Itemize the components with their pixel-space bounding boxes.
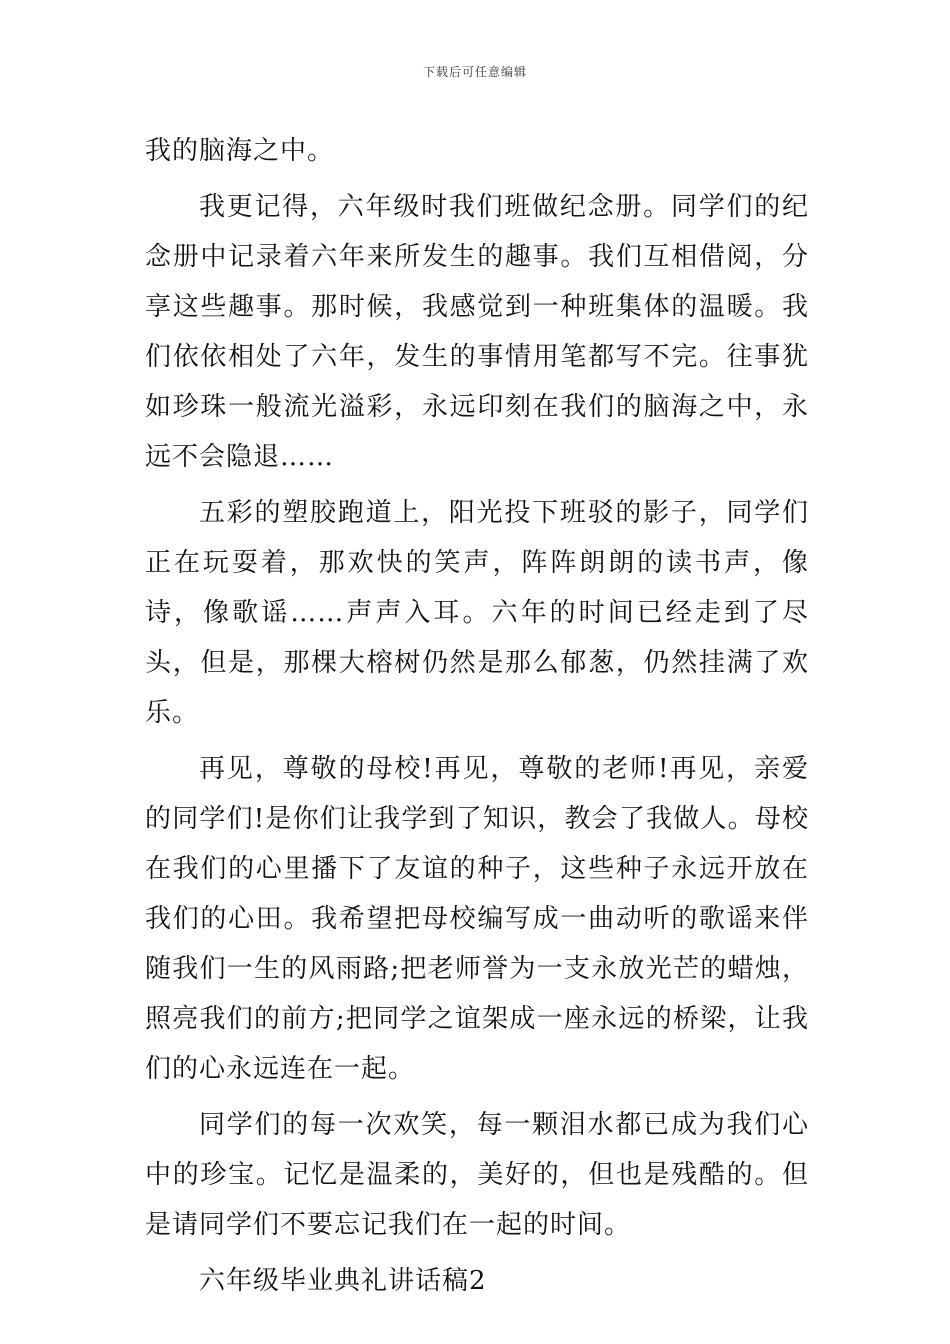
paragraph-farewell: 再见，尊敬的母校!再见，尊敬的老师!再见，亲爱的同学们!是你们让我学到了知识，教会了我做人。母校在我们的心里播下了友谊的种子，这些种子永远开放在我们的心田。我希望把母校编写成一曲动听的歌谣来伴随我们一生的风雨路;把老师誉为一支永放光芒的蜡烛，照亮我们的前方;把同学之谊架成一座永远的桥梁，让我们的心永远连在一起。 [145,754,809,1084]
section-title: 六年级毕业典礼讲话稿2 [199,1266,487,1296]
paragraph-playground: 五彩的塑胶跑道上，阳光投下班驳的影子，同学们正在玩耍着，那欢快的笑声，阵阵朗朗的读书声，像诗，像歌谣……声声入耳。六年的时间已经走到了尽头，但是，那棵大榕树仍然是那么郁葱，仍然挂满了欢乐。 [145,498,809,728]
paragraph-yearbook-memory: 我更记得，六年级时我们班做纪念册。同学们的纪念册中记录着六年来所发生的趣事。我们互相借阅，分享这些趣事。那时候，我感觉到一种班集体的温暖。我们依依相处了六年，发生的事情用笔都写不完。往事犹如珍珠一般流光溢彩，永远印刻在我们的脑海之中，永远不会隐退…… [145,192,809,472]
page-header-note: 下载后可任意编辑 [422,65,527,79]
document-body [145,126,809,1306]
paragraph-treasure: 同学们的每一次欢笑，每一颗泪水都已成为我们心中的珍宝。记忆是温柔的，美好的，但也是残酷的。但是请同学们不要忘记我们在一起的时间。 [145,1110,809,1240]
paragraph-continuation: 我的脑海之中。 [145,136,335,166]
